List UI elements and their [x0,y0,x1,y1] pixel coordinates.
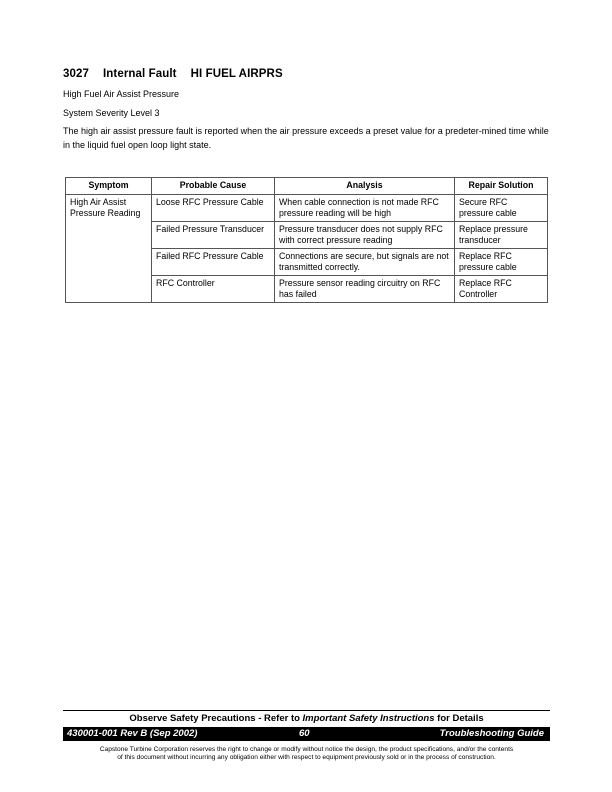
header-analysis: Analysis [275,178,455,195]
section-heading [63,68,283,80]
footer-bar [63,727,550,741]
header-symptom: Symptom [66,178,152,195]
repair-cell: Replace pressure transducer [455,222,548,249]
repair-cell: Replace RFC Controller [455,276,548,303]
severity-level: System Severity Level 3 [63,108,160,118]
fault-subtitle: High Fuel Air Assist Pressure [63,89,180,99]
legal-disclaimer [63,746,550,762]
disclaimer-line: Capstone Turbine Corporation reserves the right to change or modify without notice the design, the product specifications, and/or the contents [99,746,514,753]
safety-instructions-title: Important Safety Instructions [302,713,435,724]
table-row [66,222,548,249]
footer-divider [63,710,550,711]
table-header-row [66,178,548,195]
guide-name: Troubleshooting Guide [439,728,544,739]
page-number: 60 [299,728,310,739]
analysis-cell: Connections are secure, but signals are not transmitted correctly. [275,249,455,276]
cause-cell: Failed Pressure Transducer [152,222,275,249]
cause-cell: RFC Controller [152,276,275,303]
symptom-cell: High Air Assist Pressure Reading [66,195,152,222]
safety-prefix: Observe Safety Precautions - Refer to [129,713,303,724]
fault-name: HI FUEL AIRPRS [190,68,283,80]
cause-cell: Failed RFC Pressure Cable [152,249,275,276]
fault-type: Internal Fault [102,68,177,80]
document-number: 430001-001 Rev B (Sep 2002) [67,728,198,739]
repair-cell: Secure RFC pressure cable [455,195,548,222]
analysis-cell: Pressure transducer does not supply RFC with correct pressure reading [275,222,455,249]
cause-cell: Loose RFC Pressure Cable [152,195,275,222]
symptom-cell-empty [66,222,152,249]
disclaimer-line: of this document without incurring any obligation either with respect to equipment previously sold or in the process of construction. [117,754,496,761]
safety-notice [63,713,550,724]
troubleshooting-table [65,177,548,303]
symptom-cell-empty [66,276,152,303]
table-row [66,195,548,222]
fault-code: 3027 [63,68,89,80]
repair-cell: Replace RFC pressure cable [455,249,548,276]
analysis-cell: When cable connection is not made RFC pressure reading will be high [275,195,455,222]
header-probable-cause: Probable Cause [152,178,275,195]
header-repair-solution: Repair Solution [455,178,548,195]
safety-suffix: for Details [434,713,484,724]
analysis-cell: Pressure sensor reading circuitry on RFC has failed [275,276,455,303]
symptom-cell-empty [66,249,152,276]
fault-description: The high air assist pressure fault is reported when the air pressure exceeds a preset value for a predeter-mined time while in the liquid fuel open loop light state. [63,126,549,150]
table-row [66,249,548,276]
table-row [66,276,548,303]
